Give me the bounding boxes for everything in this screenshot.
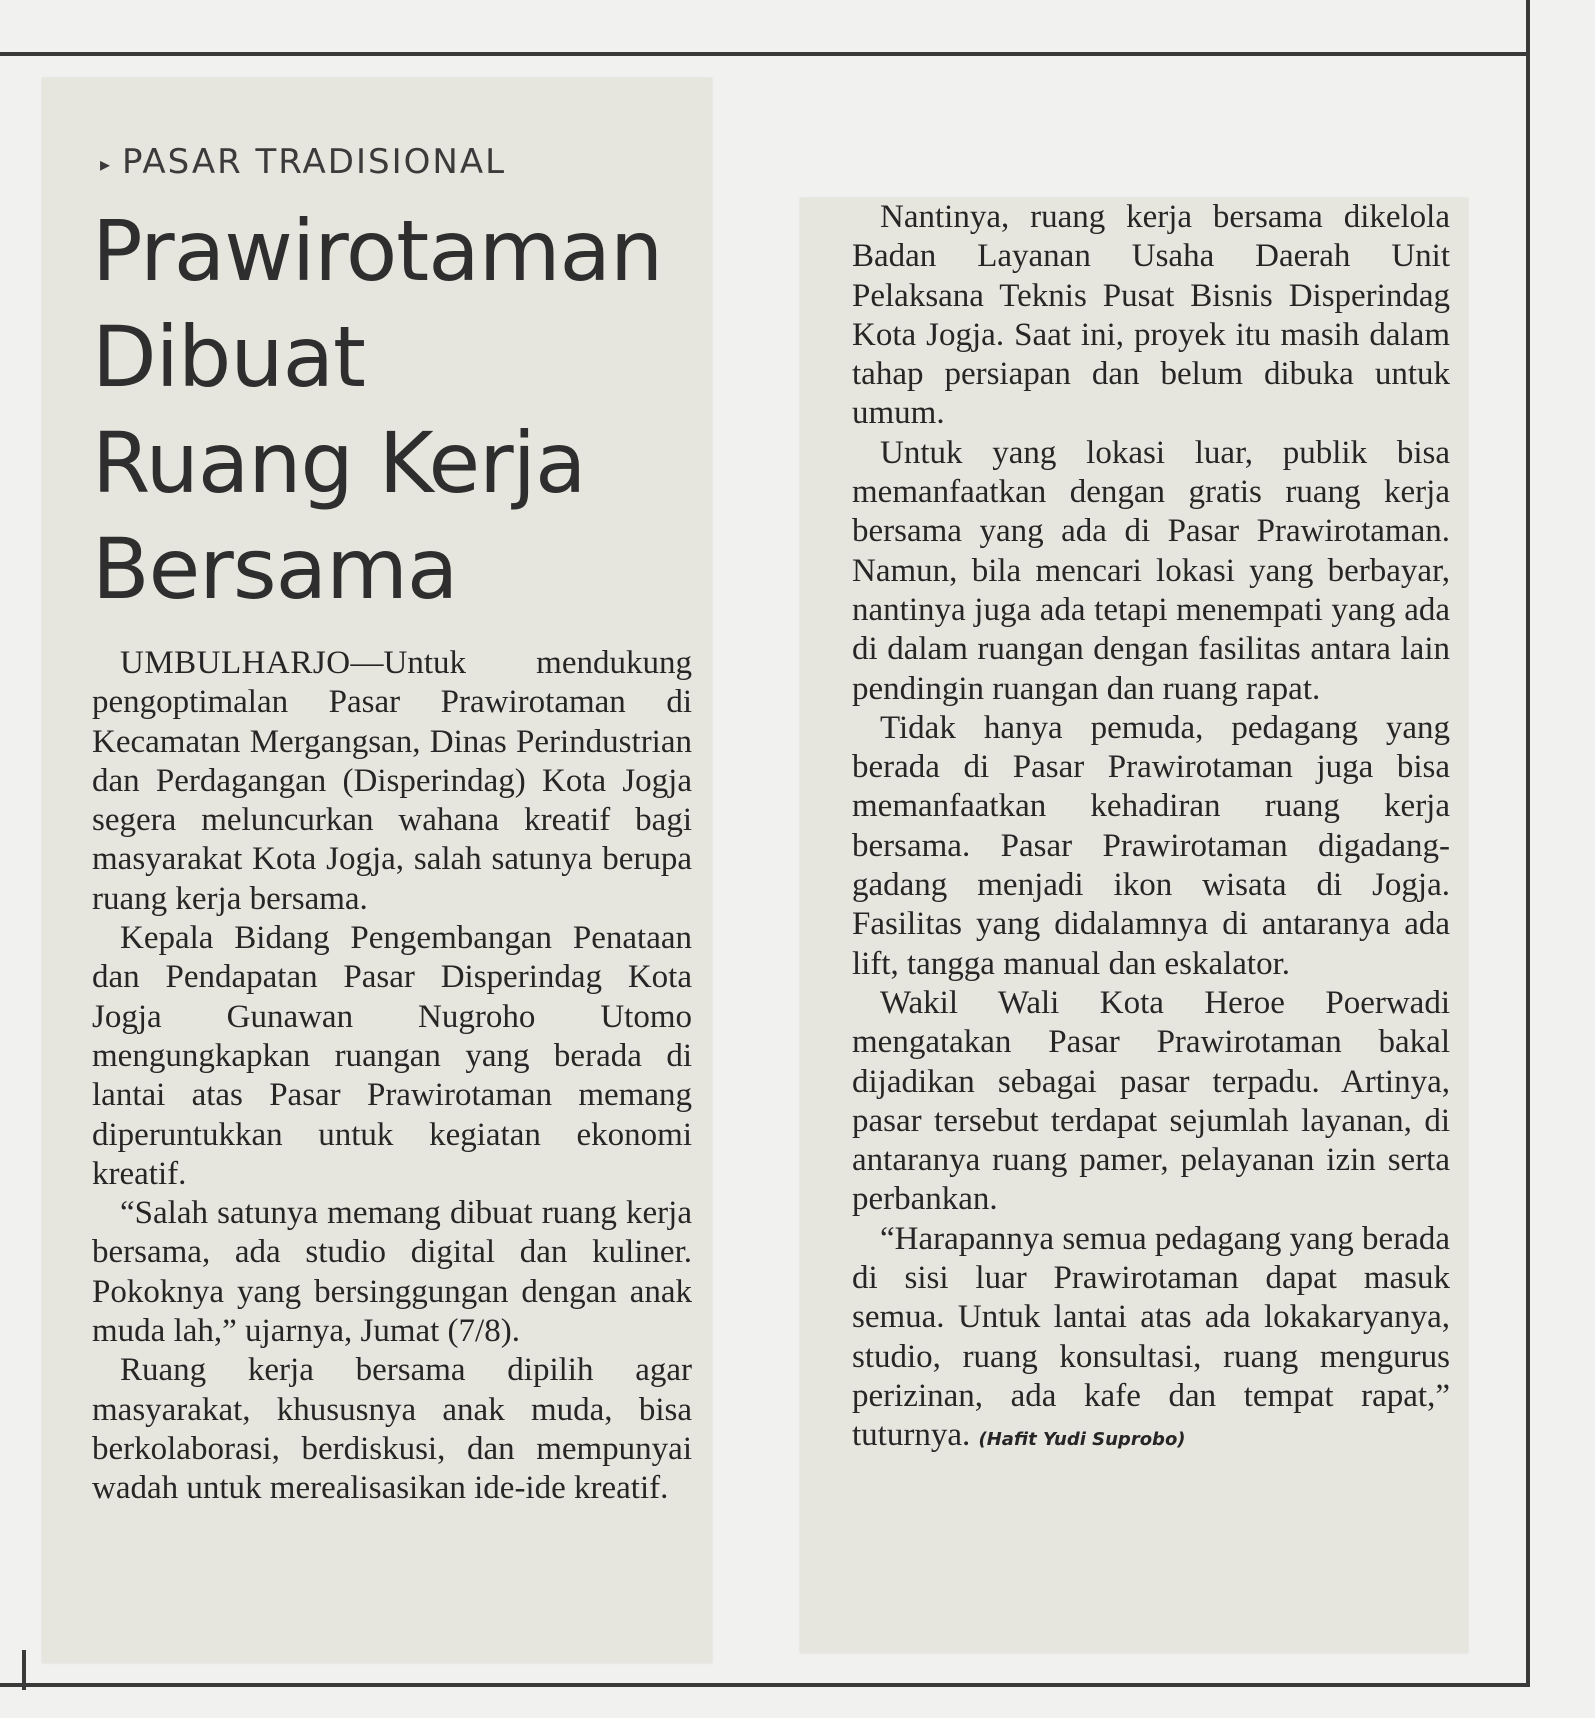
article-body-left: [92, 644, 692, 1509]
dateline: UMBULHARJO: [120, 645, 351, 681]
section-kicker: ▸ PASAR TRADISIONAL: [100, 142, 507, 182]
paragraph: “Salah satunya memang dibuat ruang kerja bersama, ada studio digital dan kuliner. Pokoknya yang bersinggungan dengan anak muda lah,” ujarnya, Jumat (7/8).: [92, 1195, 692, 1350]
paragraph: UMBULHARJO—Untuk mendukung pengoptimalan Pasar Prawirotaman di Kecamatan Mergangsan, Dinas Perindustrian dan Perdagangan (Disperindag) Kota Jogja segera meluncurkan wahana kreatif bagi masyarakat Kota Jogja, salah satunya berupa ruang kerja bersama.: [92, 645, 692, 917]
headline-line: Bersama: [92, 520, 458, 618]
paragraph: Nantinya, ruang kerja bersama dikelola Badan Layanan Usaha Daerah Unit Pelaksana Teknis Pusat Bisnis Disperindag Kota Jogja. Saat ini, proyek itu masih dalam tahap persiapan dan belum dibuka untuk umum.: [852, 199, 1450, 432]
paragraph: Tidak hanya pemuda, pedagang yang berada di Pasar Prawirotaman juga bisa memanfaatkan kehadiran ruang kerja bersama. Pasar Prawirotaman digadang-gadang menjadi ikon wisata di Jogja. Fasilitas yang didalamnya di antaranya ada lift, tangga manual dan eskalator.: [852, 709, 1450, 982]
paragraph: Untuk yang lokasi luar, publik bisa memanfaatkan dengan gratis ruang kerja bersama yang ada di Pasar Prawirotaman. Namun, bila mencari lokasi yang berbayar, nantinya juga ada tetapi menempati yang ada di dalam ruangan dengan fasilitas antara lain pendingin ruangan dan ruang rapat.: [852, 434, 1450, 707]
headline-line: Dibuat: [92, 308, 365, 406]
article-left-column: [42, 78, 712, 1663]
article-body-right: [852, 198, 1450, 1460]
author-credit: (Hafit Yudi Suprobo): [978, 1429, 1186, 1451]
article-right-column: [800, 198, 1468, 1653]
paragraph: Wakil Wali Kota Heroe Poerwadi mengatakan Pasar Prawirotaman bakal dijadikan sebagai pasar terpadu. Artinya, pasar tersebut terdapat sejumlah layanan, di antaranya ruang pamer, pelayanan izin serta perbankan.: [852, 984, 1450, 1218]
paragraph: Kepala Bidang Pengembangan Penataan dan Pendapatan Pasar Disperindag Kota Jogja Gunawan Nugroho Utomo mengungkapkan ruangan yang berada di lantai atas Pasar Prawirotaman memang diperuntukkan untuk kegiatan ekonomi kreatif.: [92, 920, 692, 1192]
headline: [92, 198, 712, 622]
paragraph: “Harapannya semua pedagang yang berada di sisi luar Prawirotaman dapat masuk semua. Untuk lantai atas ada lokakaryanya, studio, ruang konsultasi, ruang mengurus perizinan, ada kafe dan tempat rapat,” tuturnya. (Hafit Yudi Suprobo): [852, 1220, 1450, 1454]
frame-edge: [1526, 0, 1530, 56]
paragraph: Ruang kerja bersama dipilih agar masyarakat, khususnya anak muda, bisa berkolaborasi, berdiskusi, dan mempunyai wadah untuk merealisasikan ide-ide kreatif.: [92, 1352, 692, 1507]
headline-line: Ruang Kerja: [92, 414, 586, 512]
headline-line: Prawirotaman: [92, 202, 663, 300]
frame-edge: [22, 1650, 26, 1690]
triangle-bullet-icon: ▸: [100, 151, 113, 176]
